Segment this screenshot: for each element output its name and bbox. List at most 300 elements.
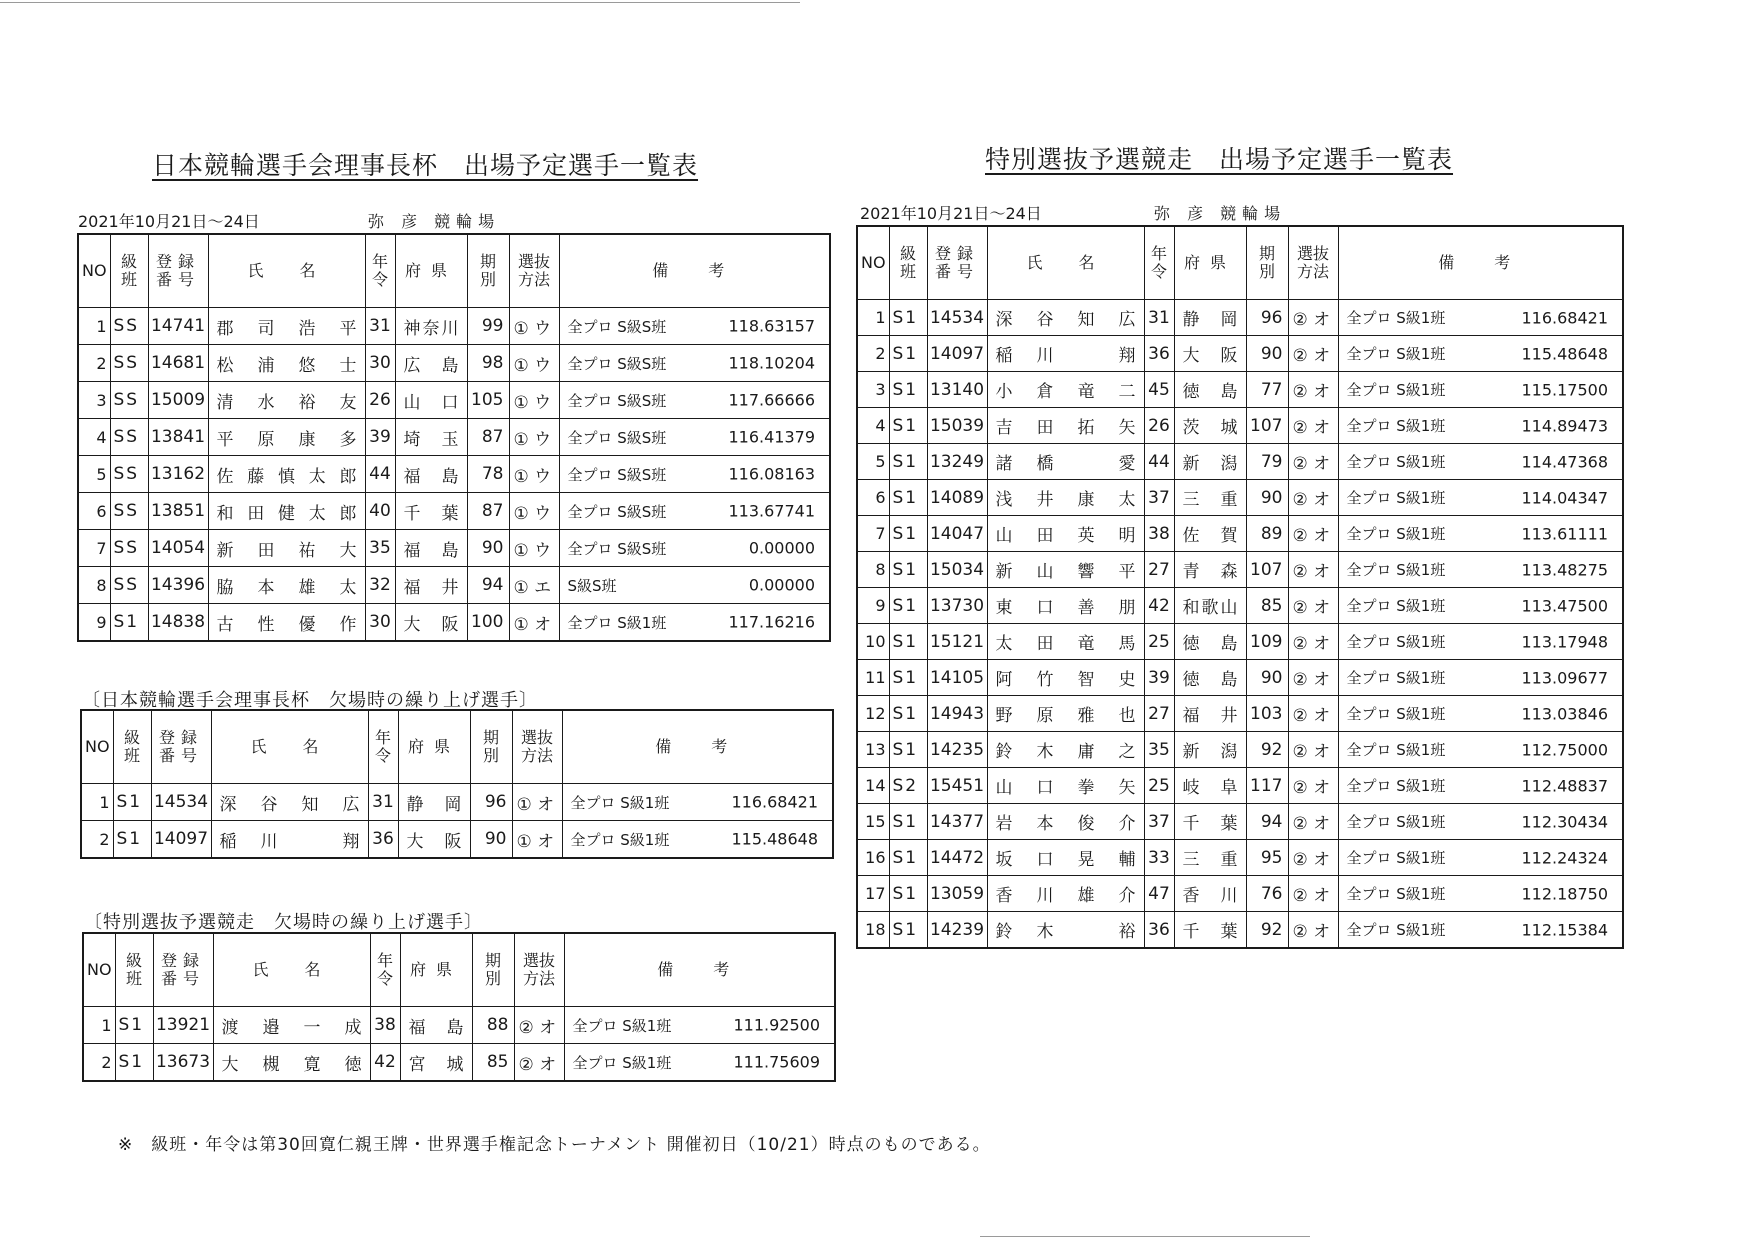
cell-cls: SS <box>110 382 148 419</box>
cell-age: 39 <box>1144 660 1174 696</box>
cell-term: 107 <box>1246 552 1288 588</box>
score-value: 118.63157 <box>728 316 815 336</box>
left-title: 日本競輪選手会理事長杯 出場予定選手一覧表 <box>152 151 699 180</box>
table-row <box>857 372 1623 408</box>
cell-age: 44 <box>365 456 395 493</box>
header-class: 級班 <box>889 226 927 300</box>
header-age: 年令 <box>365 234 395 308</box>
note-text: 全プロ S級1班 <box>1346 345 1446 363</box>
cell-cls: S1 <box>889 696 927 732</box>
cell-term: 105 <box>467 382 509 419</box>
cell-pref: 香川 <box>1174 876 1246 912</box>
scan-edge-line <box>0 2 800 3</box>
cell-note <box>559 530 830 567</box>
cell-pref: 福島 <box>395 530 467 567</box>
score-value: 112.48837 <box>1521 776 1608 795</box>
cell-age: 27 <box>1144 552 1174 588</box>
cell-note <box>1338 480 1623 516</box>
cell-note <box>1338 408 1623 444</box>
cell-note <box>1338 696 1623 732</box>
cell-cls: S1 <box>889 552 927 588</box>
score-value: 111.92500 <box>733 1015 820 1035</box>
cell-pref: 千葉 <box>395 493 467 530</box>
cell-sel: ② オ <box>1288 516 1338 552</box>
note-text: 全プロ S級S班 <box>567 465 667 484</box>
header-sel: 選抜方法 <box>1288 226 1338 300</box>
cell-cls: SS <box>110 493 148 530</box>
right-date: 2021年10月21日～24日 <box>860 204 1042 223</box>
cell-name: 東口善朋 <box>987 588 1144 624</box>
cell-no: 8 <box>857 552 889 588</box>
cell-age: 25 <box>1144 624 1174 660</box>
cell-name: 浅井康太 <box>987 480 1144 516</box>
cell-pref: 青森 <box>1174 552 1246 588</box>
cell-name: 平原康多 <box>208 419 365 456</box>
cell-sel: ② オ <box>1288 840 1338 876</box>
cell-age: 32 <box>365 567 395 604</box>
cell-cls: SS <box>110 567 148 604</box>
cell-note <box>1338 876 1623 912</box>
cell-pref: 茨城 <box>1174 408 1246 444</box>
cell-pref: 徳島 <box>1174 660 1246 696</box>
cell-sel: ② オ <box>1288 588 1338 624</box>
score-value: 114.47368 <box>1521 452 1608 471</box>
header-reg: 登録番号 <box>148 234 208 308</box>
cell-term: 77 <box>1246 372 1288 408</box>
cell-age: 37 <box>1144 804 1174 840</box>
cell-age: 25 <box>1144 768 1174 804</box>
table-row <box>78 345 830 382</box>
cell-cls: SS <box>110 345 148 382</box>
score-value: 115.48648 <box>731 829 818 849</box>
cell-pref: 福島 <box>400 1007 472 1044</box>
cell-reg: 14097 <box>927 336 987 372</box>
score-value: 112.75000 <box>1521 740 1608 759</box>
left-date: 2021年10月21日～24日 <box>78 212 260 231</box>
cell-reg: 15451 <box>927 768 987 804</box>
header-row <box>78 234 830 308</box>
note-text: 全プロ S級1班 <box>1346 489 1446 507</box>
cell-name: 深谷知広 <box>987 300 1144 336</box>
cell-pref: 埼玉 <box>395 419 467 456</box>
cell-cls: SS <box>110 530 148 567</box>
table-row <box>857 480 1623 516</box>
cell-no: 2 <box>83 1044 115 1082</box>
note-text: 全プロ S級1班 <box>567 613 667 632</box>
table-row <box>857 336 1623 372</box>
table-row <box>857 588 1623 624</box>
cell-sel: ① ウ <box>509 530 559 567</box>
cell-reg: 15034 <box>927 552 987 588</box>
right-venue: 弥 彦 競輪場 <box>1154 204 1287 223</box>
cell-age: 31 <box>368 784 398 821</box>
cell-no: 2 <box>81 821 113 859</box>
cell-reg: 14105 <box>927 660 987 696</box>
header-age: 年令 <box>1144 226 1174 300</box>
cell-no: 2 <box>857 336 889 372</box>
cell-reg: 14054 <box>148 530 208 567</box>
cell-note <box>562 821 833 859</box>
cell-no: 8 <box>78 567 110 604</box>
cell-sel: ② オ <box>1288 876 1338 912</box>
cell-no: 7 <box>857 516 889 552</box>
cell-reg: 13162 <box>148 456 208 493</box>
reserve2-table <box>82 932 836 1082</box>
cell-name: 松浦悠士 <box>208 345 365 382</box>
cell-no: 17 <box>857 876 889 912</box>
left-venue: 弥 彦 競輪場 <box>368 212 501 231</box>
header-term: 期別 <box>470 710 512 784</box>
cell-age: 40 <box>365 493 395 530</box>
score-value: 116.68421 <box>731 792 818 812</box>
right-meta <box>860 201 1287 224</box>
cell-reg: 13673 <box>153 1044 213 1082</box>
cell-reg: 15039 <box>927 408 987 444</box>
cell-reg: 13851 <box>148 493 208 530</box>
cell-pref: 三重 <box>1174 840 1246 876</box>
footnote: ※ 級班・年令は第30回寛仁親王牌・世界選手権記念トーナメント 開催初日（10/21）時点のものである。 <box>118 1135 991 1155</box>
cell-sel: ① オ <box>512 784 562 821</box>
cell-sel: ② オ <box>1288 732 1338 768</box>
cell-pref: 広島 <box>395 345 467 382</box>
cell-cls: S1 <box>113 821 151 859</box>
note-text: 全プロ S級1班 <box>1346 813 1446 831</box>
cell-sel: ② オ <box>1288 660 1338 696</box>
cell-no: 18 <box>857 912 889 949</box>
table-row <box>78 308 830 345</box>
header-name: 氏 名 <box>213 933 370 1007</box>
cell-sel: ② オ <box>1288 300 1338 336</box>
cell-note <box>1338 840 1623 876</box>
cell-name: 諸橋 愛 <box>987 444 1144 480</box>
cell-term: 107 <box>1246 408 1288 444</box>
score-value: 112.15384 <box>1521 920 1608 939</box>
table-row <box>857 516 1623 552</box>
note-text: 全プロ S級1班 <box>1346 381 1446 399</box>
cell-sel: ① ウ <box>509 345 559 382</box>
cell-age: 31 <box>1144 300 1174 336</box>
header-no: NO <box>78 234 110 308</box>
cell-cls: S1 <box>889 408 927 444</box>
cell-no: 11 <box>857 660 889 696</box>
note-text: 全プロ S級S班 <box>567 428 667 447</box>
table-row <box>78 604 830 642</box>
cell-note <box>1338 732 1623 768</box>
cell-note <box>559 493 830 530</box>
cell-cls: S1 <box>889 516 927 552</box>
cell-pref: 宮城 <box>400 1044 472 1082</box>
cell-term: 92 <box>1246 732 1288 768</box>
header-class: 級班 <box>110 234 148 308</box>
cell-note <box>1338 768 1623 804</box>
cell-term: 96 <box>470 784 512 821</box>
cell-no: 2 <box>78 345 110 382</box>
cell-sel: ① ウ <box>509 456 559 493</box>
note-text: 全プロ S級1班 <box>1346 633 1446 651</box>
left-entry-table <box>77 233 831 642</box>
cell-name: 山口拳矢 <box>987 768 1144 804</box>
cell-reg: 14089 <box>927 480 987 516</box>
cell-term: 90 <box>467 530 509 567</box>
cell-reg: 13140 <box>927 372 987 408</box>
cell-note <box>1338 372 1623 408</box>
cell-term: 95 <box>1246 840 1288 876</box>
cell-cls: S1 <box>889 660 927 696</box>
header-reg: 登録番号 <box>153 933 213 1007</box>
cell-note <box>1338 552 1623 588</box>
cell-term: 94 <box>1246 804 1288 840</box>
cell-age: 30 <box>365 604 395 642</box>
header-row <box>83 933 835 1007</box>
cell-note <box>559 456 830 493</box>
cell-age: 36 <box>368 821 398 859</box>
cell-note <box>1338 912 1623 949</box>
note-text: 全プロ S級1班 <box>1346 597 1446 615</box>
cell-name: 新田祐大 <box>208 530 365 567</box>
cell-name: 渡邉一成 <box>213 1007 370 1044</box>
table-row <box>857 408 1623 444</box>
cell-cls: S1 <box>115 1044 153 1082</box>
cell-no: 1 <box>78 308 110 345</box>
cell-term: 78 <box>467 456 509 493</box>
cell-sel: ② オ <box>1288 912 1338 949</box>
cell-name: 新山響平 <box>987 552 1144 588</box>
cell-cls: S1 <box>889 336 927 372</box>
cell-sel: ② オ <box>1288 372 1338 408</box>
note-text: 全プロ S級1班 <box>1346 741 1446 759</box>
header-note: 備 考 <box>562 710 833 784</box>
cell-age: 42 <box>1144 588 1174 624</box>
table-row <box>78 456 830 493</box>
score-value: 115.17500 <box>1521 380 1608 399</box>
cell-cls: S1 <box>889 444 927 480</box>
header-reg: 登録番号 <box>151 710 211 784</box>
cell-age: 35 <box>1144 732 1174 768</box>
cell-sel: ① エ <box>509 567 559 604</box>
cell-name: 太田竜馬 <box>987 624 1144 660</box>
table-row <box>857 624 1623 660</box>
cell-reg: 14377 <box>927 804 987 840</box>
cell-cls: S1 <box>889 480 927 516</box>
header-row <box>81 710 833 784</box>
cell-term: 99 <box>467 308 509 345</box>
cell-pref: 神奈川 <box>395 308 467 345</box>
note-text: 全プロ S級1班 <box>1346 453 1446 471</box>
header-note: 備 考 <box>564 933 835 1007</box>
cell-cls: S1 <box>889 624 927 660</box>
cell-note <box>1338 516 1623 552</box>
cell-cls: S2 <box>889 768 927 804</box>
header-term: 期別 <box>467 234 509 308</box>
cell-no: 9 <box>857 588 889 624</box>
table-row <box>857 768 1623 804</box>
cell-pref: 新潟 <box>1174 444 1246 480</box>
header-name: 氏 名 <box>987 226 1144 300</box>
cell-note <box>559 419 830 456</box>
cell-note <box>559 345 830 382</box>
cell-reg: 13249 <box>927 444 987 480</box>
cell-pref: 岐阜 <box>1174 768 1246 804</box>
cell-note <box>1338 804 1623 840</box>
cell-term: 90 <box>1246 660 1288 696</box>
header-reg: 登録番号 <box>927 226 987 300</box>
right-title: 特別選抜予選競走 出場予定選手一覧表 <box>985 145 1454 174</box>
cell-name: 郡司浩平 <box>208 308 365 345</box>
cell-note <box>559 308 830 345</box>
cell-pref: 山口 <box>395 382 467 419</box>
cell-term: 90 <box>470 821 512 859</box>
cell-pref: 佐賀 <box>1174 516 1246 552</box>
cell-no: 3 <box>78 382 110 419</box>
cell-note <box>1338 300 1623 336</box>
cell-name: 坂口晃輔 <box>987 840 1144 876</box>
cell-age: 26 <box>365 382 395 419</box>
cell-reg: 14472 <box>927 840 987 876</box>
cell-pref: 徳島 <box>1174 624 1246 660</box>
cell-sel: ② オ <box>514 1007 564 1044</box>
header-term: 期別 <box>472 933 514 1007</box>
cell-no: 16 <box>857 840 889 876</box>
cell-no: 1 <box>81 784 113 821</box>
cell-note <box>1338 624 1623 660</box>
note-text: 全プロ S級1班 <box>1346 921 1446 939</box>
note-text: S級S班 <box>567 576 617 595</box>
score-value: 113.47500 <box>1521 596 1608 615</box>
cell-no: 5 <box>78 456 110 493</box>
cell-name: 和田健太郎 <box>208 493 365 530</box>
score-value: 116.41379 <box>728 427 815 447</box>
header-sel: 選抜方法 <box>512 710 562 784</box>
cell-no: 7 <box>78 530 110 567</box>
score-value: 112.30434 <box>1521 812 1608 831</box>
cell-age: 42 <box>370 1044 400 1082</box>
cell-pref: 新潟 <box>1174 732 1246 768</box>
cell-sel: ② オ <box>1288 480 1338 516</box>
cell-sel: ① ウ <box>509 382 559 419</box>
note-text: 全プロ S級1班 <box>1346 561 1446 579</box>
cell-term: 90 <box>1246 336 1288 372</box>
cell-reg: 14943 <box>927 696 987 732</box>
score-value: 113.61111 <box>1521 524 1608 543</box>
cell-sel: ② オ <box>1288 696 1338 732</box>
cell-name: 稲川 翔 <box>211 821 368 859</box>
cell-no: 4 <box>78 419 110 456</box>
cell-term: 96 <box>1246 300 1288 336</box>
cell-age: 33 <box>1144 840 1174 876</box>
cell-age: 35 <box>365 530 395 567</box>
cell-no: 3 <box>857 372 889 408</box>
reserve1-table <box>80 709 834 859</box>
cell-term: 76 <box>1246 876 1288 912</box>
left-meta <box>78 209 501 232</box>
cell-reg: 13730 <box>927 588 987 624</box>
cell-cls: S1 <box>889 876 927 912</box>
score-value: 117.66666 <box>728 390 815 410</box>
score-value: 116.68421 <box>1521 308 1608 327</box>
score-value: 112.18750 <box>1521 884 1608 903</box>
note-text: 全プロ S級1班 <box>570 830 670 849</box>
cell-name: 吉田拓矢 <box>987 408 1144 444</box>
header-pref: 府県 <box>1174 226 1246 300</box>
cell-sel: ② オ <box>1288 804 1338 840</box>
cell-term: 85 <box>472 1044 514 1082</box>
header-note: 備 考 <box>1338 226 1623 300</box>
cell-reg: 14681 <box>148 345 208 382</box>
cell-term: 89 <box>1246 516 1288 552</box>
right-entry-table <box>856 225 1624 949</box>
cell-reg: 15009 <box>148 382 208 419</box>
cell-reg: 13921 <box>153 1007 213 1044</box>
cell-no: 15 <box>857 804 889 840</box>
cell-sel: ② オ <box>514 1044 564 1082</box>
table-row <box>83 1007 835 1044</box>
score-value: 113.67741 <box>728 501 815 521</box>
score-value: 0.00000 <box>748 538 815 558</box>
cell-term: 90 <box>1246 480 1288 516</box>
cell-name: 小倉竜二 <box>987 372 1144 408</box>
cell-cls: S1 <box>889 912 927 949</box>
cell-no: 12 <box>857 696 889 732</box>
header-no: NO <box>83 933 115 1007</box>
cell-term: 117 <box>1246 768 1288 804</box>
cell-name: 鈴木 裕 <box>987 912 1144 949</box>
header-name: 氏 名 <box>208 234 365 308</box>
header-pref: 府県 <box>395 234 467 308</box>
note-text: 全プロ S級S班 <box>567 354 667 373</box>
cell-pref: 三重 <box>1174 480 1246 516</box>
cell-name: 古性優作 <box>208 604 365 642</box>
cell-cls: S1 <box>889 300 927 336</box>
score-value: 114.89473 <box>1521 416 1608 435</box>
note-text: 全プロ S級1班 <box>1346 309 1446 327</box>
table-row <box>857 804 1623 840</box>
cell-pref: 福井 <box>1174 696 1246 732</box>
cell-sel: ② オ <box>1288 444 1338 480</box>
cell-cls: S1 <box>889 804 927 840</box>
header-class: 級班 <box>115 933 153 1007</box>
cell-reg: 15121 <box>927 624 987 660</box>
note-text: 全プロ S級1班 <box>572 1053 672 1072</box>
cell-reg: 14235 <box>927 732 987 768</box>
cell-reg: 14741 <box>148 308 208 345</box>
score-value: 111.75609 <box>733 1052 820 1072</box>
cell-age: 37 <box>1144 480 1174 516</box>
cell-term: 87 <box>467 493 509 530</box>
cell-sel: ② オ <box>1288 408 1338 444</box>
cell-no: 1 <box>857 300 889 336</box>
cell-name: 大槻寛徳 <box>213 1044 370 1082</box>
scan-edge-line <box>980 1236 1310 1237</box>
cell-pref: 福井 <box>395 567 467 604</box>
cell-reg: 14838 <box>148 604 208 642</box>
cell-note <box>559 604 830 642</box>
cell-age: 30 <box>365 345 395 382</box>
cell-no: 9 <box>78 604 110 642</box>
cell-cls: SS <box>110 419 148 456</box>
cell-reg: 14534 <box>151 784 211 821</box>
header-no: NO <box>81 710 113 784</box>
table-row <box>78 493 830 530</box>
header-sel: 選抜方法 <box>509 234 559 308</box>
cell-term: 103 <box>1246 696 1288 732</box>
cell-sel: ② オ <box>1288 624 1338 660</box>
header-class: 級班 <box>113 710 151 784</box>
cell-name: 野原雅也 <box>987 696 1144 732</box>
header-row <box>857 226 1623 300</box>
cell-age: 31 <box>365 308 395 345</box>
cell-name: 香川雄介 <box>987 876 1144 912</box>
cell-name: 鈴木庸之 <box>987 732 1144 768</box>
